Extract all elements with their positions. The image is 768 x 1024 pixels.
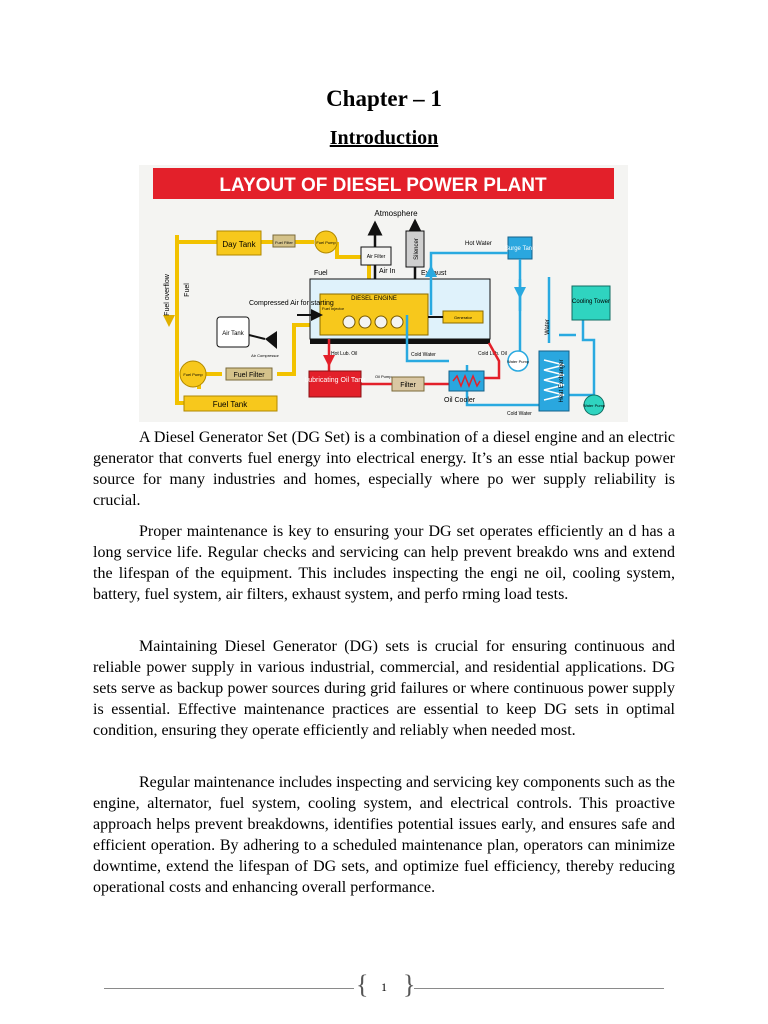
svg-text:Fuel Pump: Fuel Pump: [183, 372, 203, 377]
svg-text:Fuel Injector: Fuel Injector: [322, 306, 345, 311]
chapter-title: Chapter – 1: [326, 86, 442, 111]
diesel-plant-diagram: [139, 165, 628, 422]
paragraph-text: A Diesel Generator Set (DG Set) is a combination of a diesel engine and an electric generator that converts fuel energy into electrical energy. It’s an esse ntial backup power source for many industries and homes, especially where po wer supply reliability is crucial.: [93, 429, 675, 509]
paragraph-text: Maintaining Diesel Generator (DG) sets is crucial for ensuring continuous and reliable power supply in various industrial, commercial, and residential applications. DG sets serve as backup power sources during grid failures or where continuous power supply is essential. Effective maintenance practices are essential to keep DG sets in optimal condition, ensuring they operate efficiently and reliably when needed most.: [93, 638, 675, 739]
footer-brace-left: {: [356, 970, 369, 999]
paragraph-3: [93, 636, 675, 741]
page-number: 1: [381, 980, 387, 994]
svg-text:Fuel: Fuel: [314, 270, 328, 277]
paragraph-text: Regular maintenance includes inspecting and servicing key components such as the engine, alternator, fuel system, cooling system, and electrical controls. This proactive approach helps prevent breakdowns, identifies potential issues early, and ensures safe and efficient operation. By adhering to a scheduled maintenance plan, operators can minimize downtime, extend the lifespan of DG sets, and optimize fuel efficiency, thereby reducing operational costs and enhancing overall performance.: [93, 774, 675, 896]
svg-text:Air Compressor: Air Compressor: [251, 353, 279, 358]
svg-text:Silencer: Silencer: [414, 238, 420, 260]
paragraph-4: [93, 772, 675, 898]
svg-text:Fuel Filter: Fuel Filter: [233, 372, 265, 379]
svg-text:Hot Lub. Oil: Hot Lub. Oil: [331, 351, 358, 357]
svg-text:Air In: Air In: [379, 268, 396, 275]
svg-text:Filter: Filter: [400, 382, 416, 389]
svg-text:Fuel: Fuel: [184, 283, 191, 297]
svg-text:Day Tank: Day Tank: [222, 240, 256, 249]
svg-text:Cooling Tower: Cooling Tower: [572, 299, 610, 305]
paragraph-text: Proper maintenance is key to ensuring your DG set operates efficiently an d has a long service life. Regular checks and servicing can help prevent breakdo wns and extend the lifespan of the equipment. This includes inspecting the engi ne oil, cooling system, battery, fuel system, air filters, exhaust system, and perfo rming load tests.: [93, 523, 675, 603]
footer-brace-right: }: [403, 970, 416, 999]
svg-text:Cold Lub. Oil: Cold Lub. Oil: [478, 351, 507, 357]
svg-text:Surge Tank: Surge Tank: [504, 246, 536, 252]
svg-text:Oil Pump: Oil Pump: [375, 374, 392, 379]
paragraph-1: [93, 427, 675, 511]
svg-text:Air Filter: Air Filter: [366, 254, 386, 260]
svg-text:Oil Cooler: Oil Cooler: [444, 397, 476, 404]
svg-text:Water Pump: Water Pump: [506, 359, 530, 364]
svg-text:Fuel Pump: Fuel Pump: [316, 240, 336, 245]
svg-text:Exhaust: Exhaust: [421, 270, 447, 277]
footer-divider-left: [104, 988, 354, 989]
svg-text:Fuel overflow: Fuel overflow: [164, 274, 171, 316]
svg-text:Hot Water: Hot Water: [465, 241, 492, 247]
svg-text:Water Pump: Water Pump: [582, 403, 606, 408]
svg-text:Fuel Filter: Fuel Filter: [275, 240, 293, 245]
svg-text:Atmosphere: Atmosphere: [374, 209, 418, 218]
diagram-banner-text: LAYOUT OF DIESEL POWER PLANT: [219, 175, 547, 196]
footer-divider-right: [414, 988, 664, 989]
svg-text:Lubricating Oil Tank: Lubricating Oil Tank: [304, 377, 366, 384]
lubricating-oil-tank: [309, 371, 361, 397]
svg-text:Water: Water: [545, 319, 551, 335]
svg-text:Compressed Air for starting: Compressed Air for starting: [249, 300, 334, 307]
svg-text:Cold Water: Cold Water: [411, 352, 436, 358]
svg-text:Fuel Tank: Fuel Tank: [212, 400, 248, 409]
paragraph-2: [93, 521, 675, 605]
air-compressor: [265, 331, 277, 349]
svg-text:Cold Water: Cold Water: [507, 411, 532, 417]
section-title: Introduction: [329, 127, 439, 149]
svg-text:Heat Exchanger: Heat Exchanger: [559, 359, 565, 403]
svg-text:DIESEL ENGINE: DIESEL ENGINE: [351, 296, 397, 302]
svg-text:Air Tank: Air Tank: [222, 331, 244, 337]
svg-text:Generator: Generator: [453, 315, 473, 320]
